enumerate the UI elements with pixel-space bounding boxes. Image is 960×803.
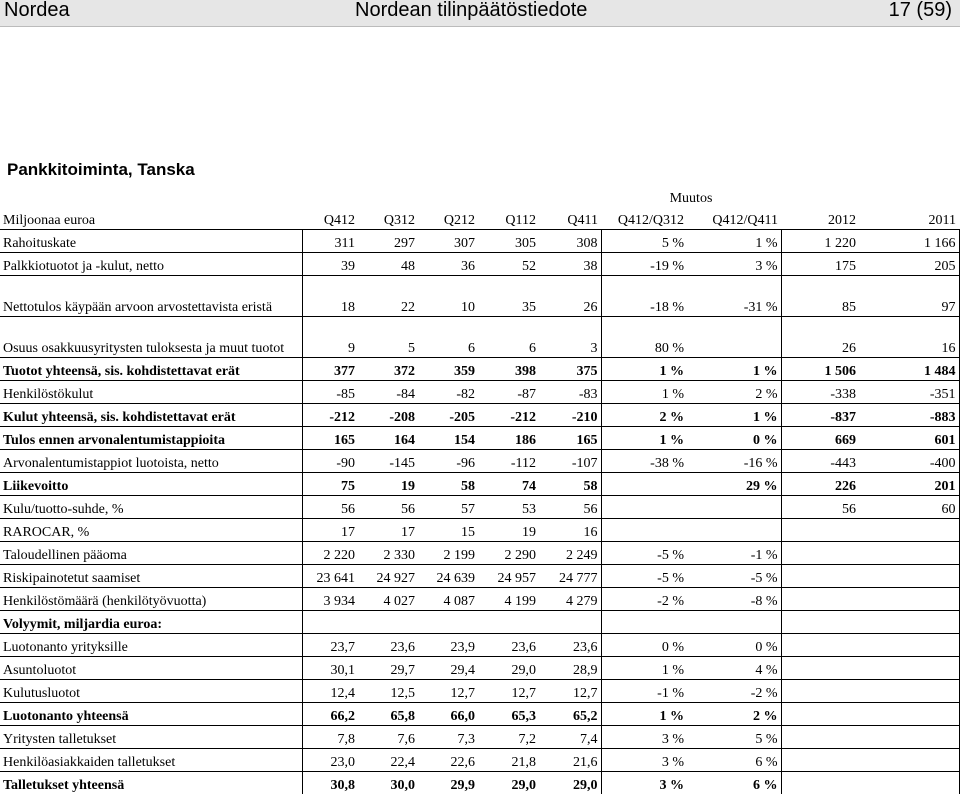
table-cell: -83 [539, 381, 601, 404]
table-cell: 1 220 [781, 230, 859, 253]
table-cell: -82 [418, 381, 478, 404]
table-row [0, 404, 959, 427]
table-cell [859, 772, 959, 795]
column-header: 2012 [828, 213, 857, 228]
table-row [0, 276, 959, 317]
table-cell [781, 611, 859, 634]
row-label: Henkilöasiakkaiden talletukset [0, 749, 302, 772]
table-row [0, 657, 959, 680]
table-cell: 375 [539, 358, 601, 381]
table-cell: 58 [418, 473, 478, 496]
table-cell: 1 506 [781, 358, 859, 381]
table-cell: 359 [418, 358, 478, 381]
table-cell [781, 726, 859, 749]
table-row [0, 726, 959, 749]
table-cell: 6 % [687, 772, 781, 795]
table-cell: 23 641 [302, 565, 358, 588]
table-cell: -338 [781, 381, 859, 404]
table-cell: 24 639 [418, 565, 478, 588]
table-cell: -85 [302, 381, 358, 404]
table-row [0, 772, 959, 795]
row-label: Luotonanto yhteensä [0, 703, 302, 726]
table-cell [859, 588, 959, 611]
table-cell [687, 317, 781, 358]
table-cell [859, 703, 959, 726]
table-cell: 52 [478, 253, 539, 276]
table-cell: 7,3 [418, 726, 478, 749]
group-label-muutos: Muutos [669, 191, 713, 206]
table-cell: -145 [358, 450, 418, 473]
table-cell [418, 611, 478, 634]
table-cell: -210 [539, 404, 601, 427]
table-cell [781, 565, 859, 588]
table-row [0, 230, 959, 253]
table-cell: 377 [302, 358, 358, 381]
table-cell: 1 % [687, 404, 781, 427]
row-label: Nettotulos käypään arvoon arvostettavista eristä [0, 276, 302, 317]
table-row [0, 381, 959, 404]
table-cell: 154 [418, 427, 478, 450]
table-cell: 1 % [601, 703, 687, 726]
table-cell [302, 611, 358, 634]
financial-table [0, 187, 960, 794]
table-cell: 311 [302, 230, 358, 253]
table-cell: 24 957 [478, 565, 539, 588]
table-cell: 4 087 [418, 588, 478, 611]
table-cell: 19 [478, 519, 539, 542]
table-cell: 7,8 [302, 726, 358, 749]
table-row [0, 565, 959, 588]
table-cell: 57 [418, 496, 478, 519]
table-row [0, 473, 959, 496]
table-cell: 29,0 [478, 772, 539, 795]
table-cell [687, 496, 781, 519]
table-cell [601, 473, 687, 496]
table-cell [859, 542, 959, 565]
row-label: Kulut yhteensä, sis. kohdistettavat erät [0, 404, 302, 427]
table-cell: 23,0 [302, 749, 358, 772]
table-cell: 12,7 [539, 680, 601, 703]
table-row [0, 253, 959, 276]
table-cell: 1 % [601, 427, 687, 450]
table-cell: 307 [418, 230, 478, 253]
column-header: Q212 [443, 213, 475, 228]
table-cell: 22,6 [418, 749, 478, 772]
table-row [0, 317, 959, 358]
table-cell: 4 199 [478, 588, 539, 611]
table-cell: 56 [302, 496, 358, 519]
table-cell: 6 % [687, 749, 781, 772]
table-cell: 0 % [687, 427, 781, 450]
table-cell: 6 [418, 317, 478, 358]
table-row [0, 496, 959, 519]
table-cell: 39 [302, 253, 358, 276]
table-cell: 1 484 [859, 358, 959, 381]
header-company: Nordea [4, 0, 70, 21]
table-cell [781, 588, 859, 611]
table-cell: 56 [781, 496, 859, 519]
table-cell: -351 [859, 381, 959, 404]
table-row [0, 427, 959, 450]
table-cell: 7,2 [478, 726, 539, 749]
table-cell: 2 % [687, 703, 781, 726]
table-cell: 1 % [601, 358, 687, 381]
table-cell: 398 [478, 358, 539, 381]
table-cell: 3 [539, 317, 601, 358]
table-cell: 3 % [601, 726, 687, 749]
table-cell: 65,2 [539, 703, 601, 726]
table-cell: 164 [358, 427, 418, 450]
row-label: Tuotot yhteensä, sis. kohdistettavat erät [0, 358, 302, 381]
table-cell: 18 [302, 276, 358, 317]
table-cell: 19 [358, 473, 418, 496]
table-cell [859, 749, 959, 772]
table-cell: 601 [859, 427, 959, 450]
table-cell: 305 [478, 230, 539, 253]
table-cell: 23,6 [539, 634, 601, 657]
table-cell: 74 [478, 473, 539, 496]
table-cell: -31 % [687, 276, 781, 317]
table-cell: 4 % [687, 657, 781, 680]
table-row [0, 519, 959, 542]
table-cell [687, 519, 781, 542]
table-cell: -5 % [601, 542, 687, 565]
table-cell: 12,4 [302, 680, 358, 703]
table-cell: 16 [859, 317, 959, 358]
table-cell [781, 703, 859, 726]
table-cell: 2 % [601, 404, 687, 427]
table-cell: 0 % [687, 634, 781, 657]
table-body [0, 230, 959, 795]
table-cell: 17 [302, 519, 358, 542]
table-cell: 12,7 [418, 680, 478, 703]
table-cell: 21,6 [539, 749, 601, 772]
row-label: Henkilöstökulut [0, 381, 302, 404]
table-cell: 1 % [687, 358, 781, 381]
column-header: Q412/Q312 [617, 213, 684, 228]
table-cell: 2 249 [539, 542, 601, 565]
table-row [0, 588, 959, 611]
table-cell: 1 % [601, 657, 687, 680]
table-cell: -212 [302, 404, 358, 427]
table-cell: 226 [781, 473, 859, 496]
row-label: Yritysten talletukset [0, 726, 302, 749]
row-label: Henkilöstömäärä (henkilötyövuotta) [0, 588, 302, 611]
table-cell: 58 [539, 473, 601, 496]
table-cell: -112 [478, 450, 539, 473]
row-label: Palkkiotuotot ja -kulut, netto [0, 253, 302, 276]
table-cell: 669 [781, 427, 859, 450]
table-cell: 48 [358, 253, 418, 276]
table-cell: 2 290 [478, 542, 539, 565]
table-row [0, 703, 959, 726]
table-cell: -2 % [601, 588, 687, 611]
table-cell: 201 [859, 473, 959, 496]
table-cell: 29,4 [418, 657, 478, 680]
table-cell: -1 % [687, 542, 781, 565]
table-cell: 5 % [687, 726, 781, 749]
table-cell [859, 565, 959, 588]
table-cell: -5 % [687, 565, 781, 588]
table-cell: 28,9 [539, 657, 601, 680]
table-cell: -2 % [687, 680, 781, 703]
column-header: Q412/Q411 [712, 213, 779, 228]
row-label: Liikevoitto [0, 473, 302, 496]
row-label: Rahoituskate [0, 230, 302, 253]
row-label: Luotonanto yrityksille [0, 634, 302, 657]
table-cell: 3 % [601, 772, 687, 795]
table-cell: 5 [358, 317, 418, 358]
row-label: Tulos ennen arvonalentumistappioita [0, 427, 302, 450]
table-cell: -208 [358, 404, 418, 427]
table-cell: 16 [539, 519, 601, 542]
table-cell: 66,0 [418, 703, 478, 726]
table-cell [781, 680, 859, 703]
table-cell: 97 [859, 276, 959, 317]
table-cell [358, 611, 418, 634]
table-cell: 12,5 [358, 680, 418, 703]
table-cell [781, 657, 859, 680]
table-cell: 308 [539, 230, 601, 253]
table-cell: -96 [418, 450, 478, 473]
table-cell: 30,0 [358, 772, 418, 795]
table-cell: 66,2 [302, 703, 358, 726]
table-row [0, 749, 959, 772]
table-cell: -16 % [687, 450, 781, 473]
table-row [0, 680, 959, 703]
table-cell [781, 519, 859, 542]
row-label: Volyymit, miljardia euroa: [0, 611, 302, 634]
table-cell: 29 % [687, 473, 781, 496]
table-cell: 23,7 [302, 634, 358, 657]
column-header: 2011 [928, 213, 957, 228]
table-cell: 372 [358, 358, 418, 381]
row-label: Talletukset yhteensä [0, 772, 302, 795]
table-cell: -87 [478, 381, 539, 404]
section-title: Pankkitoiminta, Tanska [7, 160, 195, 179]
table-cell: 3 % [601, 749, 687, 772]
table-cell: 2 220 [302, 542, 358, 565]
table-cell: 1 % [601, 381, 687, 404]
table-cell: 85 [781, 276, 859, 317]
table-cell: 4 279 [539, 588, 601, 611]
table-cell [859, 611, 959, 634]
table-cell: 23,6 [478, 634, 539, 657]
table-cell: 53 [478, 496, 539, 519]
header-page-number: 17 (59) [888, 0, 952, 21]
row-label: Asuntoluotot [0, 657, 302, 680]
page-header [0, 0, 960, 27]
table-cell: 35 [478, 276, 539, 317]
table-cell [781, 634, 859, 657]
row-label: RAROCAR, % [0, 519, 302, 542]
table-cell [781, 749, 859, 772]
table-cell: 21,8 [478, 749, 539, 772]
table-cell [781, 772, 859, 795]
table-cell: 29,0 [478, 657, 539, 680]
table-cell [859, 634, 959, 657]
table-cell: 9 [302, 317, 358, 358]
column-header-label: Miljoonaa euroa [3, 213, 96, 228]
table-cell: -18 % [601, 276, 687, 317]
column-header: Q412 [323, 213, 355, 228]
table-cell [859, 519, 959, 542]
table-cell: 75 [302, 473, 358, 496]
table-group-header-row [0, 187, 959, 207]
table-cell: 38 [539, 253, 601, 276]
table-row [0, 358, 959, 381]
table-cell: 3 % [687, 253, 781, 276]
table-cell: -212 [478, 404, 539, 427]
table-cell: 56 [539, 496, 601, 519]
row-label: Arvonalentumistappiot luotoista, netto [0, 450, 302, 473]
table-cell: -5 % [601, 565, 687, 588]
table-cell [687, 611, 781, 634]
row-label: Kulu/tuotto-suhde, % [0, 496, 302, 519]
table-cell: -90 [302, 450, 358, 473]
row-label: Kulutusluotot [0, 680, 302, 703]
table-cell [478, 611, 539, 634]
table-cell: 23,9 [418, 634, 478, 657]
table-cell: 175 [781, 253, 859, 276]
table-cell: -107 [539, 450, 601, 473]
table-cell: 0 % [601, 634, 687, 657]
table-cell: 60 [859, 496, 959, 519]
column-header: Q411 [567, 213, 598, 228]
table-cell: 6 [478, 317, 539, 358]
table-cell: -8 % [687, 588, 781, 611]
table-cell: 165 [302, 427, 358, 450]
row-label: Taloudellinen pääoma [0, 542, 302, 565]
table-cell: 22 [358, 276, 418, 317]
table-cell [601, 519, 687, 542]
table-cell [859, 726, 959, 749]
table-cell: 7,6 [358, 726, 418, 749]
table-cell: -837 [781, 404, 859, 427]
row-label: Osuus osakkuusyritysten tuloksesta ja muut tuotot [0, 317, 302, 358]
table-cell: 2 % [687, 381, 781, 404]
table-cell: 186 [478, 427, 539, 450]
table-cell: -205 [418, 404, 478, 427]
table-cell [601, 611, 687, 634]
table-cell: 165 [539, 427, 601, 450]
table-cell: 2 330 [358, 542, 418, 565]
table-cell: 30,8 [302, 772, 358, 795]
table-cell: 29,7 [358, 657, 418, 680]
table-cell: 29,9 [418, 772, 478, 795]
table-cell: 12,7 [478, 680, 539, 703]
table-cell: -84 [358, 381, 418, 404]
table-cell [781, 542, 859, 565]
table-cell: 26 [539, 276, 601, 317]
table-cell [539, 611, 601, 634]
table-cell: 24 927 [358, 565, 418, 588]
table-cell: 65,8 [358, 703, 418, 726]
table-cell: 7,4 [539, 726, 601, 749]
row-label: Riskipainotetut saamiset [0, 565, 302, 588]
table-cell: 10 [418, 276, 478, 317]
column-header: Q312 [383, 213, 415, 228]
table-cell: 56 [358, 496, 418, 519]
table-cell: -38 % [601, 450, 687, 473]
table-cell: 29,0 [539, 772, 601, 795]
table-cell: -1 % [601, 680, 687, 703]
table-cell: 297 [358, 230, 418, 253]
table-cell: 26 [781, 317, 859, 358]
header-document-title: Nordean tilinpäätöstiedote [355, 0, 588, 21]
table-cell: 36 [418, 253, 478, 276]
table-cell [859, 680, 959, 703]
table-cell: 24 777 [539, 565, 601, 588]
table-cell: 4 027 [358, 588, 418, 611]
table-row [0, 634, 959, 657]
table-cell [601, 496, 687, 519]
table-cell: 205 [859, 253, 959, 276]
table-cell: 15 [418, 519, 478, 542]
table-cell: 23,6 [358, 634, 418, 657]
table-cell: -400 [859, 450, 959, 473]
table-cell: 1 166 [859, 230, 959, 253]
table-cell: 3 934 [302, 588, 358, 611]
table-cell: -883 [859, 404, 959, 427]
table-row [0, 611, 959, 634]
table-row [0, 542, 959, 565]
table-cell: -443 [781, 450, 859, 473]
table-cell: 5 % [601, 230, 687, 253]
column-header: Q112 [505, 213, 536, 228]
table-cell: 80 % [601, 317, 687, 358]
table-column-header-row [0, 207, 959, 230]
table-cell: -19 % [601, 253, 687, 276]
table-cell: 1 % [687, 230, 781, 253]
table-cell: 65,3 [478, 703, 539, 726]
table-cell [859, 657, 959, 680]
table-cell: 22,4 [358, 749, 418, 772]
table-cell: 2 199 [418, 542, 478, 565]
table-cell: 17 [358, 519, 418, 542]
table-row [0, 450, 959, 473]
table-cell: 30,1 [302, 657, 358, 680]
